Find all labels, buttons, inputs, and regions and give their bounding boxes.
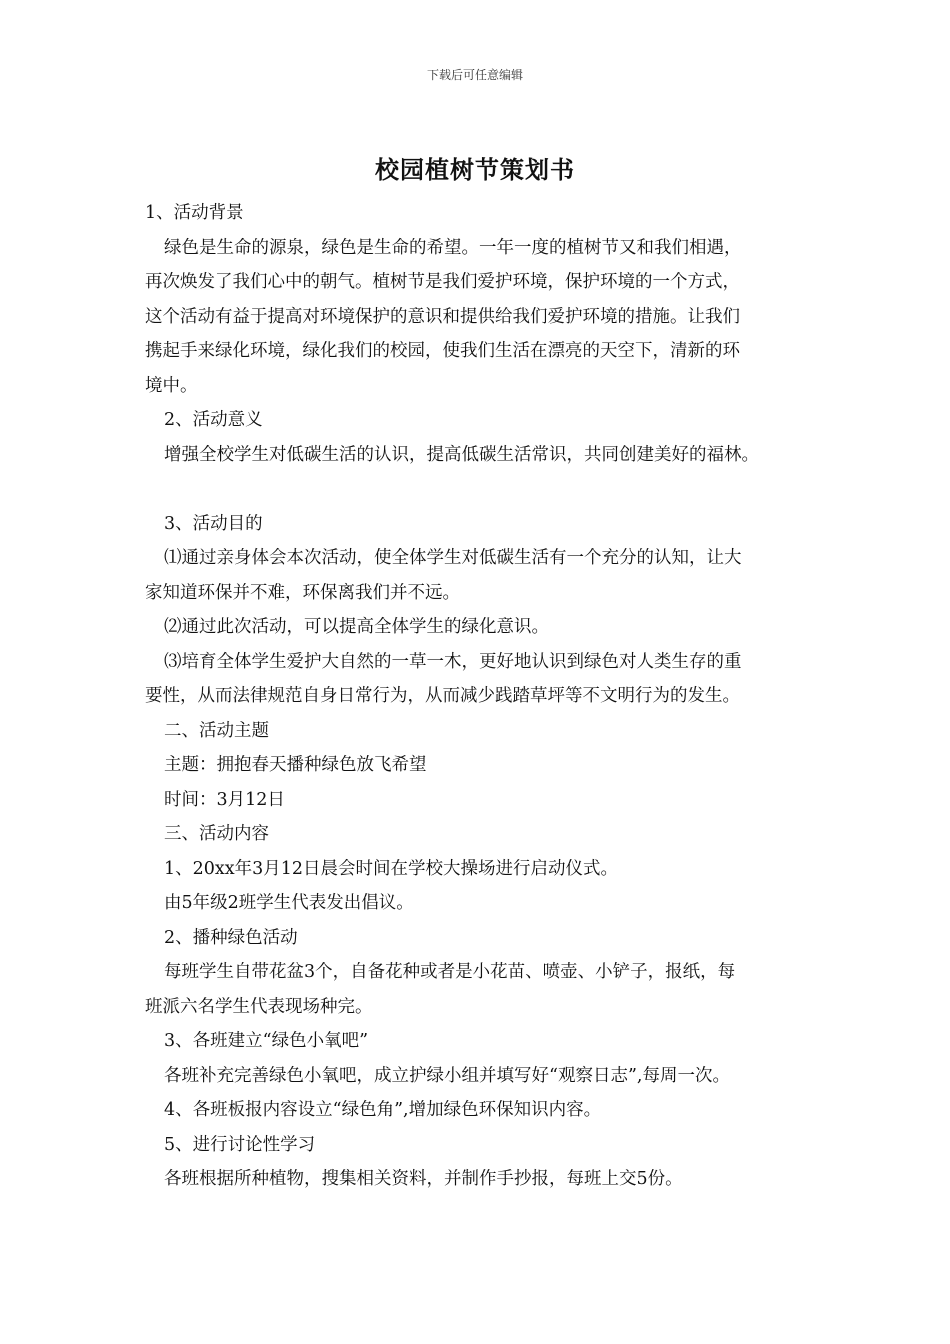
paragraph-line: 携起手来绿化环境，绿化我们的校园，使我们生活在漂亮的天空下，清新的环: [145, 341, 740, 361]
paragraph-line: 这个活动有益于提高对环境保护的意识和提供给我们爱护环境的措施。让我们: [145, 306, 740, 327]
document-title: 校园植树节策划书: [375, 155, 575, 184]
page-header-note: 下载后可任意编辑: [426, 68, 523, 82]
paragraph-line: 时间：3月12日: [164, 789, 285, 810]
paragraph-line: 绿色是生命的源泉，绿色是生命的希望。一年一度的植树节又和我们相遇，: [164, 237, 742, 258]
paragraph-line: 境中。: [145, 375, 198, 396]
section-heading-content: 三、活动内容: [164, 824, 269, 844]
list-item: 4、各班板报内容设立“绿色角”,增加绿色环保知识内容。: [164, 1100, 602, 1120]
paragraph-line: ⑴通过亲身体会本次活动，使全体学生对低碳生活有一个充分的认知，让大: [164, 548, 742, 568]
paragraph-line: 要性，从而法律规范自身日常行为，从而减少践踏草坪等不文明行为的发生。: [145, 686, 740, 706]
section-heading-background: 1、活动背景: [145, 203, 244, 223]
paragraph-line: 各班根据所种植物，搜集相关资料，并制作手抄报，每班上交5份。: [164, 1169, 683, 1189]
paragraph-line: ⑶培育全体学生爱护大自然的一草一木，更好地认识到绿色对人类生存的重: [164, 651, 742, 672]
paragraph-line: 班派六名学生代表现场种完。: [145, 996, 373, 1017]
paragraph-line: 各班补充完善绿色小氧吧，成立护绿小组并填写好“观察日志”,每周一次。: [164, 1065, 730, 1086]
list-item: 1、20xx年3月12日晨会时间在学校大操场进行启动仪式。: [164, 858, 619, 879]
document-body: [145, 196, 825, 1197]
section-heading-meaning: 2、活动意义: [164, 410, 263, 430]
list-item: 5、进行讨论性学习: [164, 1134, 316, 1155]
paragraph-line: 由5年级2班学生代表发出倡议。: [164, 893, 414, 913]
paragraph-line: ⑵通过此次活动，可以提高全体学生的绿化意识。: [164, 617, 549, 637]
paragraph-line: 每班学生自带花盆3个，自备花种或者是小花苗、喷壶、小铲子，报纸，每: [164, 962, 736, 982]
paragraph-line: 主题：拥抱春天播种绿色放飞希望: [164, 755, 427, 775]
paragraph-line: 再次焕发了我们心中的朝气。植树节是我们爱护环境，保护环境的一个方式，: [145, 272, 740, 292]
paragraph-line: 家知道环保并不难，环保离我们并不远。: [145, 582, 460, 603]
paragraph-line: 增强全校学生对低碳生活的认识，提高低碳生活常识，共同创建美好的福林。: [164, 444, 759, 465]
section-heading-purpose: 3、活动目的: [164, 513, 263, 534]
list-item: 3、各班建立“绿色小氧吧”: [164, 1031, 369, 1051]
section-heading-theme: 二、活动主题: [164, 720, 269, 741]
list-item: 2、播种绿色活动: [164, 927, 298, 948]
blank-line: [145, 472, 825, 507]
